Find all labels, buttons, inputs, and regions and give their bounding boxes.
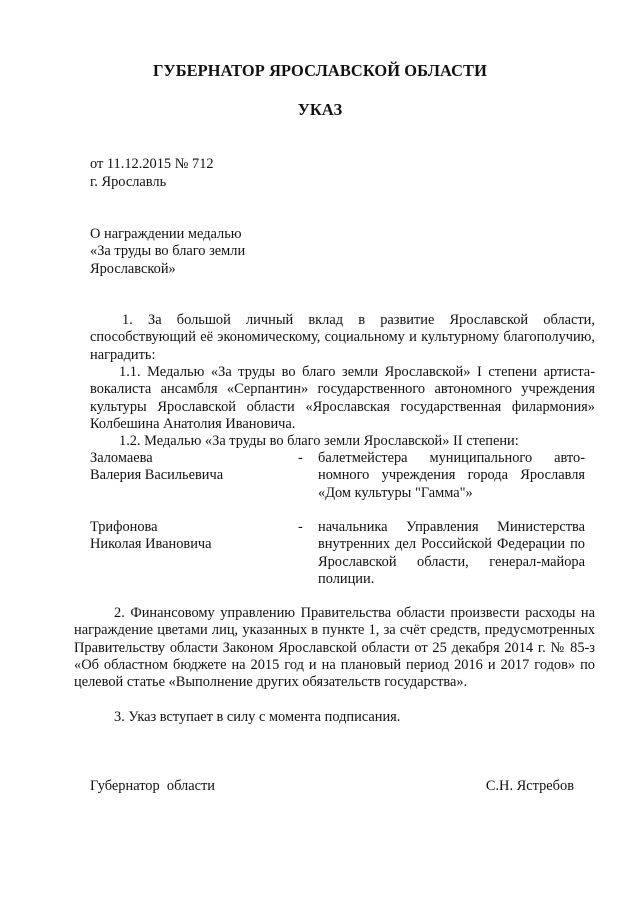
document-type: УКАЗ — [297, 100, 343, 119]
subject-block — [90, 226, 350, 278]
awardee-row — [90, 519, 585, 588]
awardee-dash: - — [298, 519, 303, 535]
paragraph-1-1: 1.1. Медалью «За труды во благо земли Ярославской» I степени артиста-вокалиста ансамбля «Серпантин» государственного автономного учреждения культуры Ярославской области «Ярославская государственная филармония» Колбешина Анатолия Ивановича. — [90, 364, 595, 432]
subject-line: Ярославской» — [90, 260, 176, 277]
subject-line: О награждении медалью — [90, 226, 242, 242]
document-authority: ГУБЕРНАТОР ЯРОСЛАВСКОЙ ОБЛАСТИ — [153, 61, 487, 80]
awardee-description: начальника Управления Министерства внутренних дел Российской Федерации по Ярославской области, генерал-майора полиции. — [318, 519, 585, 587]
paragraph-1-2: 1.2. Медалью «За труды во благо земли Ярославской» II степени: — [119, 433, 519, 449]
paragraph-3: 3. Указ вступает в силу с момента подписания. — [114, 709, 401, 725]
awardee-dash: - — [298, 450, 303, 466]
subject-line: «За труды во благо земли — [90, 243, 246, 260]
awardee-name — [90, 519, 298, 588]
paragraph-2: 2. Финансовому управлению Правительства области произвести расходы на награждение цветами лиц, указанных в пункте 1, за счёт средств, предусмотренных Правительству области Законом Ярославской области от 25 декабря 2014 г. № 85-з «Об областном бюджете на 2015 год и на плановый период 2016 и 2017 годов» по целевой статье «Выполнение других обязательств государства». — [74, 605, 595, 691]
paragraph-1: 1. За большой личный вклад в развитие Ярославской области, способствующий её экономическому, социальному и культурному благополучию, наградить: — [90, 312, 595, 363]
signature-position: Губернатор области — [90, 778, 215, 794]
awardee-description: балетмейстера муниципального авто-номного учреждения города Ярославля «Дом культуры "Гамма"» — [318, 450, 585, 501]
awardee-row — [90, 450, 585, 502]
signature-name: С.Н. Ястребов — [485, 778, 574, 794]
awardee-name — [90, 450, 298, 502]
date-number: от 11.12.2015 № 712 — [90, 156, 214, 172]
awardee-surname: Трифонова — [90, 519, 158, 535]
awardee-given-names: Валерия Васильевича — [90, 467, 224, 484]
awardee-surname: Заломаева — [90, 450, 153, 466]
awardee-given-names: Николая Ивановича — [90, 536, 212, 553]
place: г. Ярославль — [90, 174, 167, 190]
